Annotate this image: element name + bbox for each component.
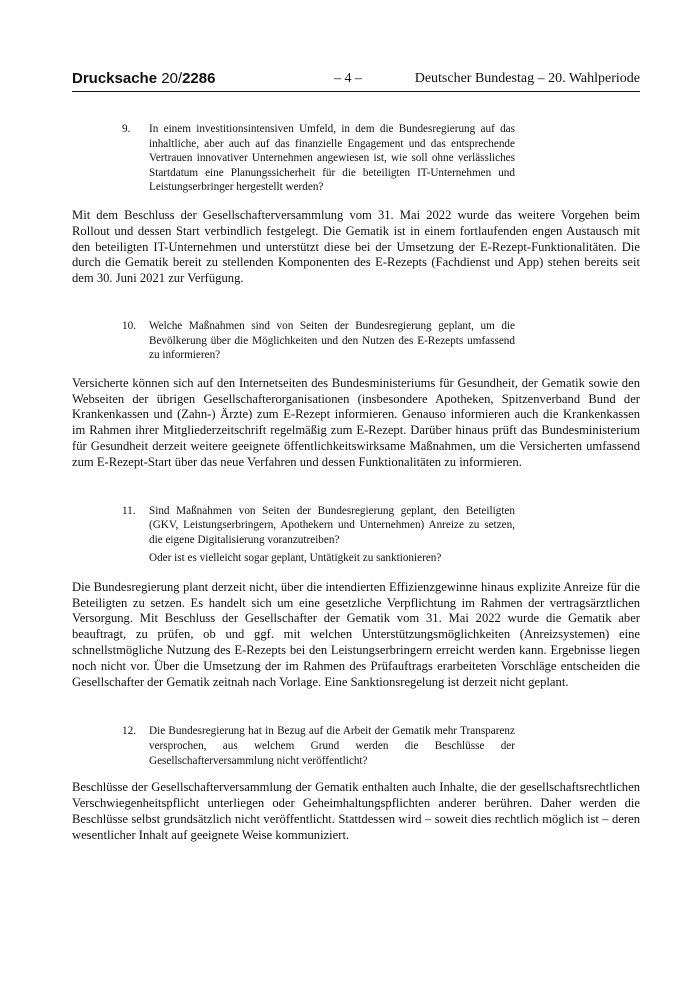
question-text: Die Bundesregierung hat in Bezug auf die Arbeit der Gematik mehr Transparenz versprochen, aus welchem Grund werden die Beschlüsse der Gesellschafterversammlung nicht veröffentlicht?	[149, 725, 515, 767]
doc-number: 2286	[182, 70, 216, 87]
page-header	[72, 70, 640, 90]
answer-12: Beschlüsse der Gesellschafterversammlung der Gematik enthalten auch Inhalte, die der gesellschaftsrechtlichen Verschwiegenheitspflicht unterliegen oder Geheimhaltungspflichten anderer berühren. Daher werden die Beschlüsse selbst grundsätzlich nicht veröffentlicht. Stattdessen wird – soweit dies rechtlich möglich ist – deren wesentlicher Inhalt auf geeignete Weise kommuniziert.	[72, 780, 640, 842]
answer-11: Die Bundesregierung plant derzeit nicht, über die intendierten Effizienzgewinne hinaus explizite Anreize für die Beteiligten zu setzen. Es handelt sich um eine gesetzliche Verpflichtung im Rahmen der vertragsärztlichen Versorgung. Mit Beschluss der Gesellschafter der Gematik vom 31. Mai 2022 wurde die Gematik aber beauftragt, zu prüfen, ob und ggf. mit welchen Unterstützungsmöglichkeiten (Anreizsystemen) eine schnellstmögliche Nutzung des E-Rezepts bei den Leistungserbringern erreicht werden kann. Ergebnisse liegen noch nicht vor. Über die Umsetzung der im Rahmen des Prüfauftrags erarbeiteten Vorschläge entscheiden die Gesellschafter der Gematik zeitnah nach Vorlage. Eine Sanktionsregelung ist derzeit nicht geplant.	[72, 579, 640, 689]
question-9	[122, 122, 515, 195]
question-number: 9.	[122, 123, 131, 135]
question-text: Welche Maßnahmen sind von Seiten der Bundesregierung geplant, um die Bevölkerung über die Möglichkeiten und den Nutzen des E-Rezepts umfassend zu informieren?	[149, 319, 515, 362]
question-number: 11.	[122, 504, 136, 517]
question-text: In einem investitionsintensiven Umfeld, in dem die Bundesregierung auf das inhaltliche, aber auch auf das finanzielle Engagement und das entsprechende Vertrauen innovativer Unternehmen angewiesen ist, wie soll ohne verlässliches Startdatum eine Planungssicherheit für die beteiligten IT-Unternehmen und Leistungserbringer hergestellt werden?	[149, 123, 515, 194]
answer-9: Mit dem Beschluss der Gesellschafterversammlung vom 31. Mai 2022 wurde das weitere Vorgehen beim Rollout und dessen Start verbindlich festgelegt. Die Gematik ist in einem fortlaufenden engen Austausch mit den beteiligten IT-Unternehmen und unterstützt diese bei der Umsetzung der E-Rezept-Funktionalitäten. Die durch die Gematik bereit zu stellenden Komponenten des E-Rezepts (Fachdienst und App) stehen bereits seit dem 30. Juni 2021 zur Verfügung.	[72, 207, 640, 286]
publisher-label: Deutscher Bundestag – 20. Wahlperiode	[414, 71, 640, 86]
document-number	[72, 70, 215, 87]
question-number: 10.	[122, 319, 136, 332]
answer-10: Versicherte können sich auf den Internetseiten des Bundesministeriums für Gesundheit, der Gematik sowie den Webseiten der übrigen Gesellschafterorganisationen (insbesondere Apotheken, Spitzenverband Bund der Krankenkassen und (Zahn-) Ärzte) zum E-Rezept informieren. Genauso informieren auch die Krankenkassen im Rahmen ihrer Mitgliederzeitschrift regelmäßig zum E-Rezept. Darüber hinaus prüft das Bundesministerium für Gesundheit derzeit weitere geeignete öffentlichkeitswirksame Maßnahmen, um die Versicherten umfassend zum E-Rezept-Start über das neue Verfahren und dessen Funktionalitäten zu informieren.	[72, 375, 640, 469]
question-10	[122, 319, 515, 363]
doc-label: Drucksache	[72, 70, 158, 87]
doc-number-prefix: 20/	[161, 70, 183, 87]
question-12	[122, 724, 515, 768]
header-rule	[72, 91, 640, 92]
question-text: Sind Maßnahmen von Seiten der Bundesregierung geplant, den Beteiligten (GKV, Leistungserbringern, Apothekern und Unternehmen) Anreize zu setzen, die eigene Digitalisierung voranzutreiben?	[149, 504, 515, 546]
page-marker: – 4 –	[334, 71, 362, 86]
question-followup-text: Oder ist es vielleicht sogar geplant, Untätigkeit zu sanktionieren?	[149, 552, 442, 565]
question-11	[122, 504, 515, 566]
question-number: 12.	[122, 725, 136, 738]
page-content	[72, 114, 640, 843]
